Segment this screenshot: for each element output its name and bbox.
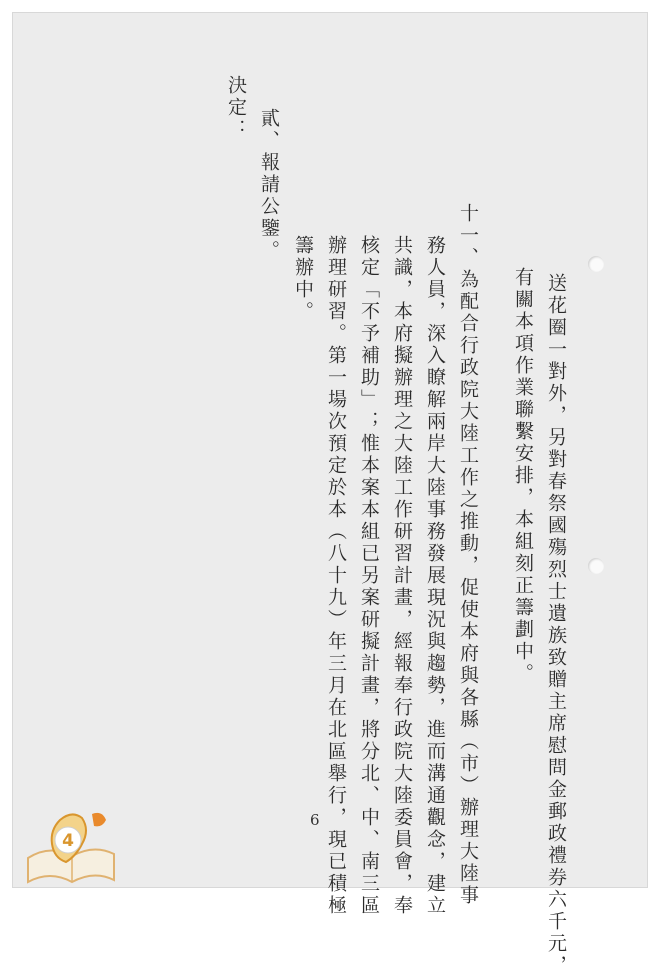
text-column-5: 共識，本府擬辦理之大陸工作研習計畫，經報奉行政院大陸委員會，奉 — [391, 235, 413, 917]
text-column-6: 核定「不予補助」；惟本案本組已另案研擬計畫，將分北、中、南三區 — [358, 235, 380, 917]
text-column-7: 辦理研習。第一場次預定於本（八十九）年三月在北區舉行，現已積極 — [325, 235, 347, 917]
archive-logo — [20, 800, 120, 890]
text-column-1: 送花圈一對外，另對春祭國殤烈士遺族致贈主席慰問金郵政禮券六千元， — [545, 273, 567, 977]
logo-number: 4 — [62, 831, 74, 851]
text-column-10: 決定： — [225, 75, 247, 141]
text-column-4: 務人員，深入瞭解兩岸大陸事務發展現況與趨勢，進而溝通觀念，建立 — [424, 235, 446, 917]
page-number: 6 — [310, 811, 320, 829]
text-column-8: 籌辦中。 — [292, 235, 314, 323]
punch-hole-top — [588, 256, 604, 272]
text-column-3: 十一、為配合行政院大陸工作之推動，促使本府與各縣（市）辦理大陸事 — [457, 203, 479, 907]
text-column-9: 貳、報請公鑒。 — [258, 108, 280, 262]
document-page — [12, 12, 648, 977]
punch-hole-bottom — [588, 558, 604, 574]
text-column-2: 有關本項作業聯繫安排，本組刻正籌劃中。 — [512, 267, 534, 685]
